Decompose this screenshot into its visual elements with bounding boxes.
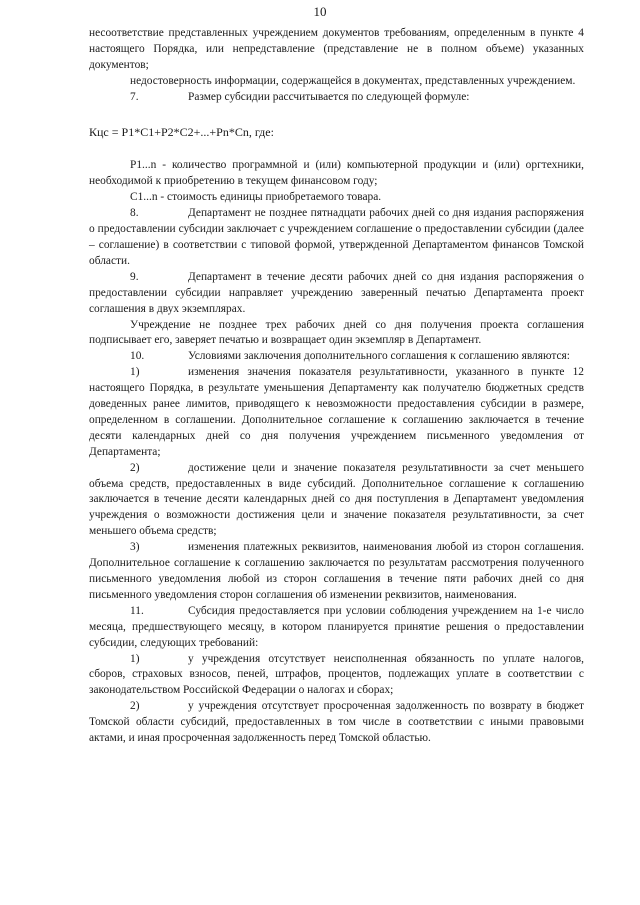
clause-11-item-2-text: у учреждения отсутствует просроченная задолженность по возврату в бюджет Томской области субсидий, предоставленных в том числе в соответствии с иными правовыми актами, и иная просроченная задолженность перед Томской областью. [89,700,584,745]
clause-10-item-1-number: 1) [130,366,140,379]
clause-9-number: 9. [130,270,139,283]
paragraph-unreliable-info: недостоверность информации, содержащейся в документах, представленных учреждением. [130,74,576,87]
clause-10-item-3 [89,540,584,604]
clause-11-item-1-number: 1) [130,652,140,665]
clause-11-item-1 [89,652,584,700]
clause-7-text: Размер субсидии рассчитывается по следующей формуле: [188,90,470,103]
clause-11 [89,604,584,652]
clause-11-item-2-number: 2) [130,700,140,713]
document-body [89,26,584,747]
clause-11-text: Субсидия предоставляется при условии соблюдения учреждением на 1-е число месяца, предшествующего месяцу, в котором планируется принятие решения о предоставлении субсидии, следующих требований: [89,604,584,649]
clause-10-item-3-text: изменения платежных реквизитов, наименования любой из сторон соглашения. Дополнительное соглашение к соглашению заключается по результатам рассмотрения полученного письменного уведомления любой из сторон соглашения в течение пяти рабочих дней со дня письменного уведомления сторон соглашения об изменении реквизитов, наименования. [89,541,584,601]
clause-8-number: 8. [130,207,139,220]
definition-c: С1...n - стоимость единицы приобретаемого товара. [130,191,382,204]
clause-10-item-1-text: изменения значения показателя результативности, указанного в пункте 12 настоящего Порядка, в результате уменьшения Департаменту как получателю бюджетных средств доведенных ранее лимитов, приводящего к невозможности предоставления субсидии в размере, определенном в соглашении. Дополнительное соглашение к соглашению заключается в течение десяти календарных дней со дня получения учреждением письменного уведомления от Департамента; [89,366,584,458]
clause-9-continuation: Учреждение не позднее трех рабочих дней со дня получения проекта соглашения подписывает его, заверяет печатью и возвращает один экземпляр в Департамент. [89,318,584,347]
clause-11-item-2 [89,699,584,747]
clause-11-number: 11. [130,604,144,617]
clause-10-number: 10. [130,350,145,363]
clause-10-item-1 [89,365,584,460]
clause-10-item-3-number: 3) [130,541,140,554]
paragraph-noncompliance: несоответствие представленных учреждением документов требованиям, определенным в пункте 4 настоящего Порядка, или непредставление (представление не в полном объеме) указанных документов; [89,27,584,71]
subsidy-formula: Кцс = Р1*С1+Р2*С2+...+Рn*Сn, где: [89,124,274,139]
clause-10-text: Условиями заключения дополнительного соглашения к соглашению являются: [188,350,570,363]
clause-7-number: 7. [130,90,139,103]
page-number: 10 [313,4,327,19]
clause-8 [89,206,584,270]
clause-10-item-2-text: достижение цели и значение показателя результативности за счет меньшего объема средств, предоставленных в виде субсидий. Дополнительное соглашение к соглашению заключается в течение десяти календарных дней со дня поступления в Департамент уведомления учреждения о возможности достижения цели и значение показателя результативности, за счет меньшего объема средств; [89,461,584,538]
clause-10-item-2-number: 2) [130,461,140,474]
clause-9-text: Департамент в течение десяти рабочих дней со дня издания распоряжения о предоставлении субсидии направляет учреждению заверенный печатью Департамента проект соглашения в двух экземплярах. [89,270,584,315]
clause-9 [89,270,584,318]
clause-7 [89,90,584,106]
clause-11-item-1-text: у учреждения отсутствует неисполненная обязанность по уплате налогов, сборов, страховых взносов, пеней, штрафов, процентов, подлежащих уплате в соответствии с законодательством Российской Федерации о налогах и сборах; [89,652,584,697]
clause-10-item-2 [89,461,584,541]
clause-8-text: Департамент не позднее пятнадцати рабочих дней со дня издания распоряжения о предоставлении субсидии заключает с учреждением соглашение о предоставлении субсидии (далее – соглашение) в соответствии с типовой формой, утвержденной Департаментом финансов Томской области. [89,207,584,267]
definition-p: Р1...n - количество программной и (или) компьютерной продукции и (или) оргтехники, необходимой к приобретению в текущем финансовом году; [89,159,584,188]
clause-10 [89,349,584,365]
